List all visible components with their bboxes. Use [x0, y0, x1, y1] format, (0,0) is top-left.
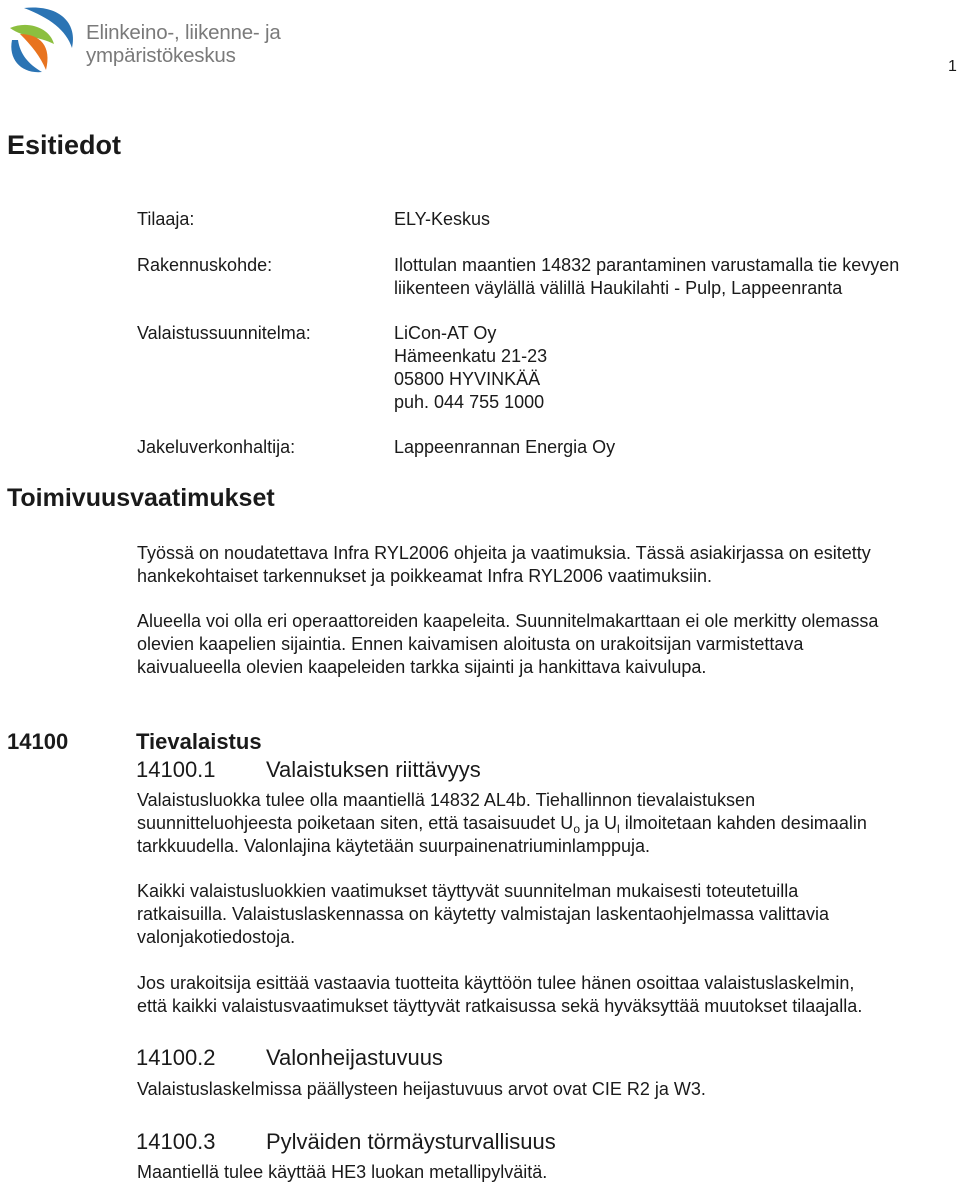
paragraph-valaistusluokka: Valaistusluokka tulee olla maantiellä 14832 AL4b. Tiehallinnon tievalaistuksen suunnitteluohjeesta poiketaan siten, että tasaisuudet $U_o$ ja $U_l$ ilmoitetaan kahden desimaalin tarkkuudella. Valonlajina käytetään suurpainenatriuminlamppuja. — [137, 790, 867, 856]
label-tilaaja: Tilaaja: — [137, 209, 195, 229]
logo-line2: ympäristökeskus — [86, 44, 236, 67]
page-number: 1 — [948, 58, 957, 75]
value-jakeluverkonhaltija: Lappeenrannan Energia Oy — [394, 437, 616, 457]
value-valaistussuunnitelma: LiCon-AT Oy Hämeenkatu 21-23 05800 HYVINKÄÄ puh. 044 755 1000 — [394, 323, 548, 412]
subsection-3-number: 14100.3 — [136, 1129, 216, 1154]
subsection-2-title: Valonheijastuvuus — [266, 1045, 443, 1070]
ely-logo-icon — [6, 4, 78, 76]
paragraph-kaapelit: Alueella voi olla eri operaattoreiden kaapeleita. Suunnitelmakarttaan ei ole merkitty olemassa olevien kaapelien sijaintia. Ennen kaivamisen aloitusta on urakoitsijan varmistettava kaivualueella olevien kaapeleiden tarkka sijainti ja hankittava kaivulupa. — [137, 611, 879, 677]
paragraph-vaatimukset: Kaikki valaistusluokkien vaatimukset täyttyvät suunnitelman mukaisesti toteutetuilla ratkaisuilla. Valaistuslaskennassa on käytetty valmistajan laskentaohjelmassa valittavia valonjakotiedostoja. — [137, 881, 830, 947]
value-tilaaja: ELY-Keskus — [394, 209, 491, 229]
heading-toimivuusvaatimukset: Toimivuusvaatimukset — [7, 484, 275, 512]
subsection-2-number: 14100.2 — [136, 1045, 216, 1070]
section-number: 14100 — [7, 729, 69, 754]
paragraph-urakoitsija: Jos urakoitsija esittää vastaavia tuotteita käyttöön tulee hänen osoittaa valaistuslaskelmin, että kaikki valaistusvaatimukset täyttyvät ratkaisussa sekä hyväksyttää muutokset tilaajalla. — [137, 973, 863, 1016]
section-title: Tievalaistus — [136, 729, 262, 754]
subsection-1-title: Valaistuksen riittävyys — [266, 757, 481, 782]
label-valaistussuunnitelma: Valaistussuunnitelma: — [137, 323, 311, 343]
ely-logo — [6, 4, 78, 76]
value-rakennuskohde: Ilottulan maantien 14832 parantaminen varustamalla tie kevyen liikenteen väylällä välillä Haukilahti - Pulp, Lappeenranta — [394, 255, 900, 298]
label-rakennuskohde: Rakennuskohde: — [137, 255, 273, 275]
paragraph-heijastuvuus: Valaistuslaskelmissa päällysteen heijastuvuus arvot ovat CIE R2 ja W3. — [137, 1079, 706, 1099]
subsection-1-number: 14100.1 — [136, 757, 216, 782]
heading-esitiedot: Esitiedot — [7, 130, 122, 160]
paragraph-pylvaat: Maantiellä tulee käyttää HE3 luokan metallipylväitä. — [137, 1162, 548, 1182]
subsection-3-title: Pylväiden törmäysturvallisuus — [266, 1129, 556, 1154]
paragraph-infra-ryl: Työssä on noudatettava Infra RYL2006 ohjeita ja vaatimuksia. Tässä asiakirjassa on esitetty hankekohtaiset tarkennukset ja poikkeamat Infra RYL2006 vaatimuksiin. — [137, 543, 871, 586]
label-jakeluverkonhaltija: Jakeluverkonhaltija: — [137, 437, 296, 457]
logo-line1: Elinkeino-, liikenne- ja — [86, 21, 281, 44]
